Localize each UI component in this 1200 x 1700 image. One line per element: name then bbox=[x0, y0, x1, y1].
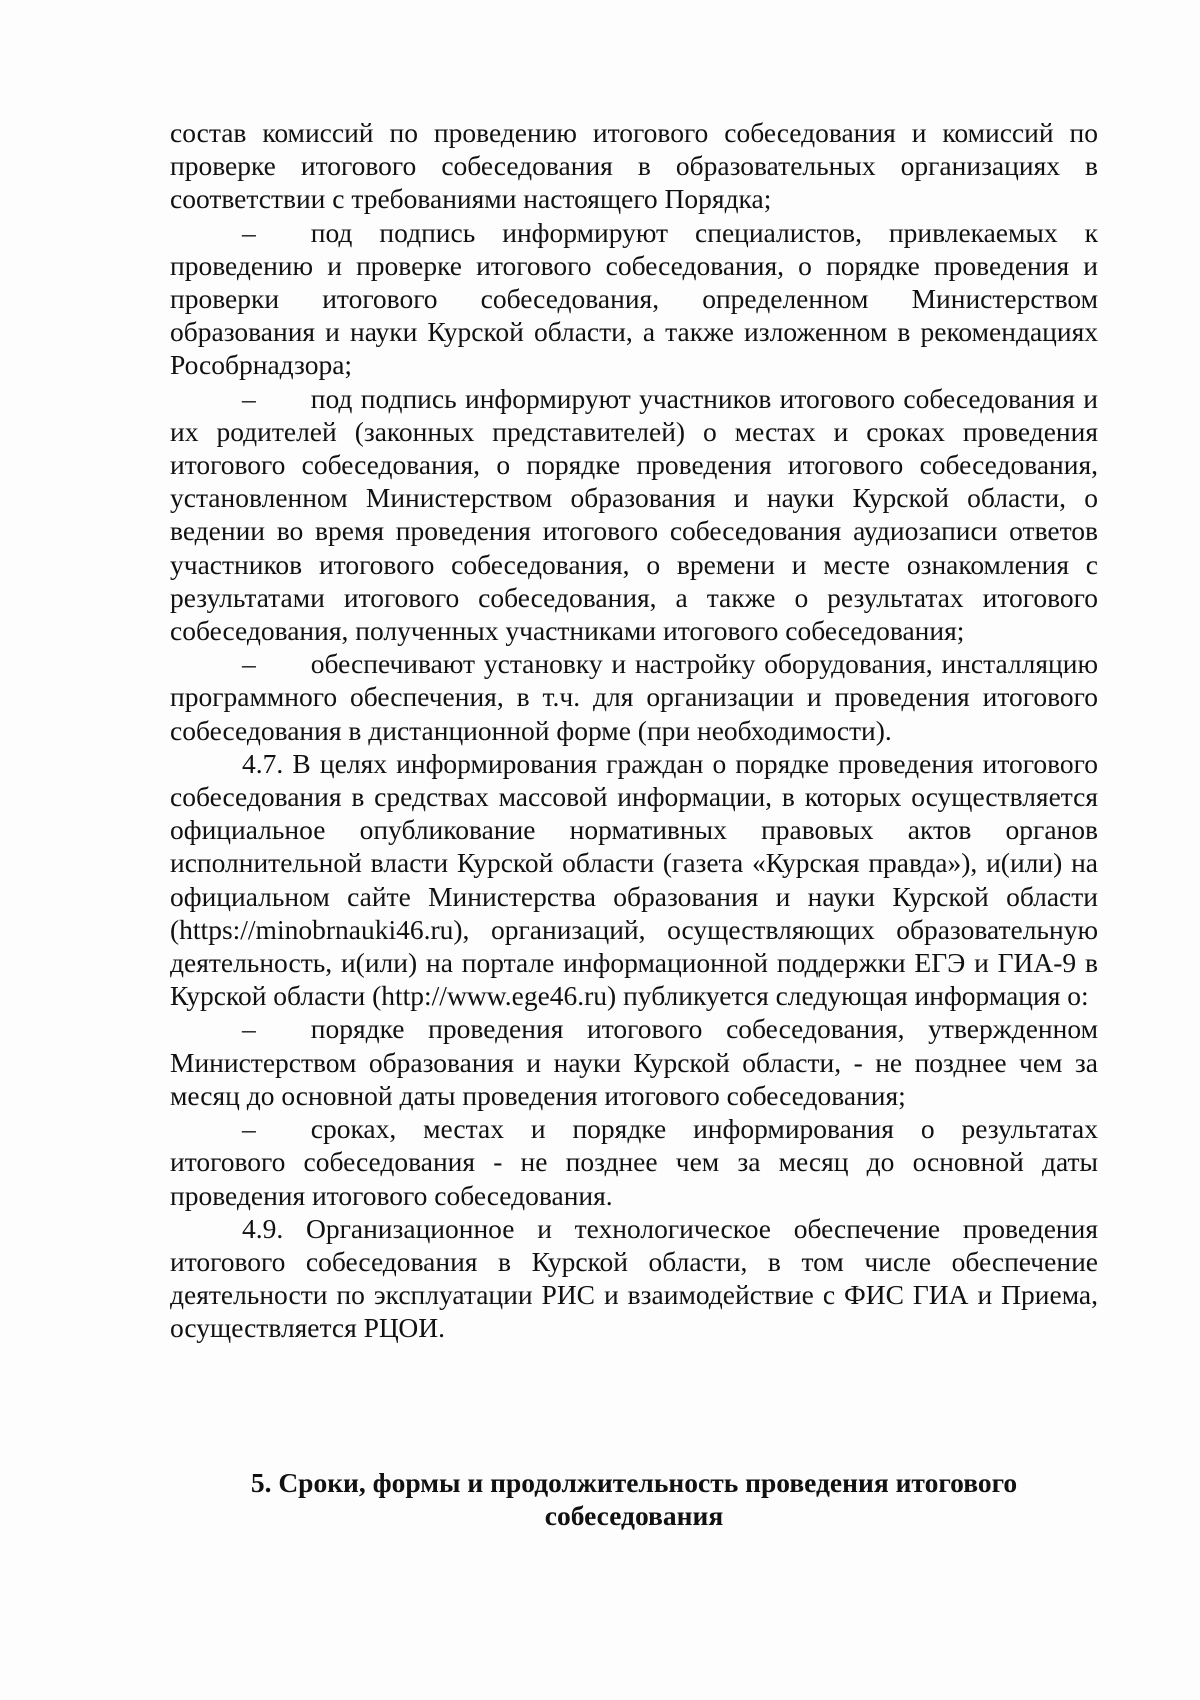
list-item-results-publication: – сроках, местах и порядке информирования о результатах итогового собеседования - не позднее чем за месяц до основной даты проведения итогового собеседования. bbox=[170, 1113, 1098, 1211]
list-item-equipment-setup: – обеспечивают установку и настройку оборудования, инсталляцию программного обеспечения, в т.ч. для организации и проведения итогового собеседования в дистанционной форме (при необходимости). bbox=[170, 648, 1098, 746]
section-heading: 5. Сроки, формы и продолжительность проведения итогового собеседования bbox=[250, 1467, 1018, 1532]
paragraph-commission-composition: состав комиссий по проведению итогового собеседования и комиссий по проверке итогового собеседования в образовательных организациях в соответствии с требованиями настоящего Порядка; bbox=[170, 117, 1098, 215]
list-item-inform-participants: – под подпись информируют участников итогового собеседования и их родителей (законных представителей) о местах и сроках проведения итогового собеседования, о порядке проведения итогового собеседования, установленном Министерством образования и науки Курской области, о ведении во время проведения итогового собеседования аудиозаписи ответов участников итогового собеседования, о времени и месте ознакомления с результатами итогового собеседования, а также о результатах итогового собеседования, полученных участниками итогового собеседования; bbox=[170, 382, 1098, 647]
list-item-procedure-publication: – порядке проведения итогового собеседования, утвержденном Министерством образования и науки Курской области, - не позднее чем за месяц до основной даты проведения итогового собеседования; bbox=[170, 1013, 1098, 1111]
document-body bbox=[170, 116, 1098, 1345]
list-item-inform-specialists: – под подпись информируют специалистов, привлекаемых к проведению и проверке итогового собеседования, о порядке проведения и проверки итогового собеседования, определенном Министерством образования и науки Курской области, а также изложенном в рекомендациях Рособрнадзора; bbox=[170, 216, 1098, 381]
paragraph-clause-4-9: 4.9. Организационное и технологическое обеспечение проведения итогового собеседования в Курской области, в том числе обеспечение деятельности по эксплуатации РИС и взаимодействие с ФИС ГИА и Приема, осуществляется РЦОИ. bbox=[170, 1212, 1098, 1344]
paragraph-clause-4-7: 4.7. В целях информирования граждан о порядке проведения итогового собеседования в средствах массовой информации, в которых осуществляется официальное опубликование нормативных правовых актов органов исполнительной власти Курской области (газета «Курская правда»), и(или) на официальном сайте Министерства образования и науки Курской области (https://minobrnauki46.ru), организаций, осуществляющих образовательную деятельность, и(или) на портале информационной поддержки ЕГЭ и ГИА-9 в Курской области (http://www.ege46.ru) публикуется следующая информация о: bbox=[170, 747, 1098, 1012]
